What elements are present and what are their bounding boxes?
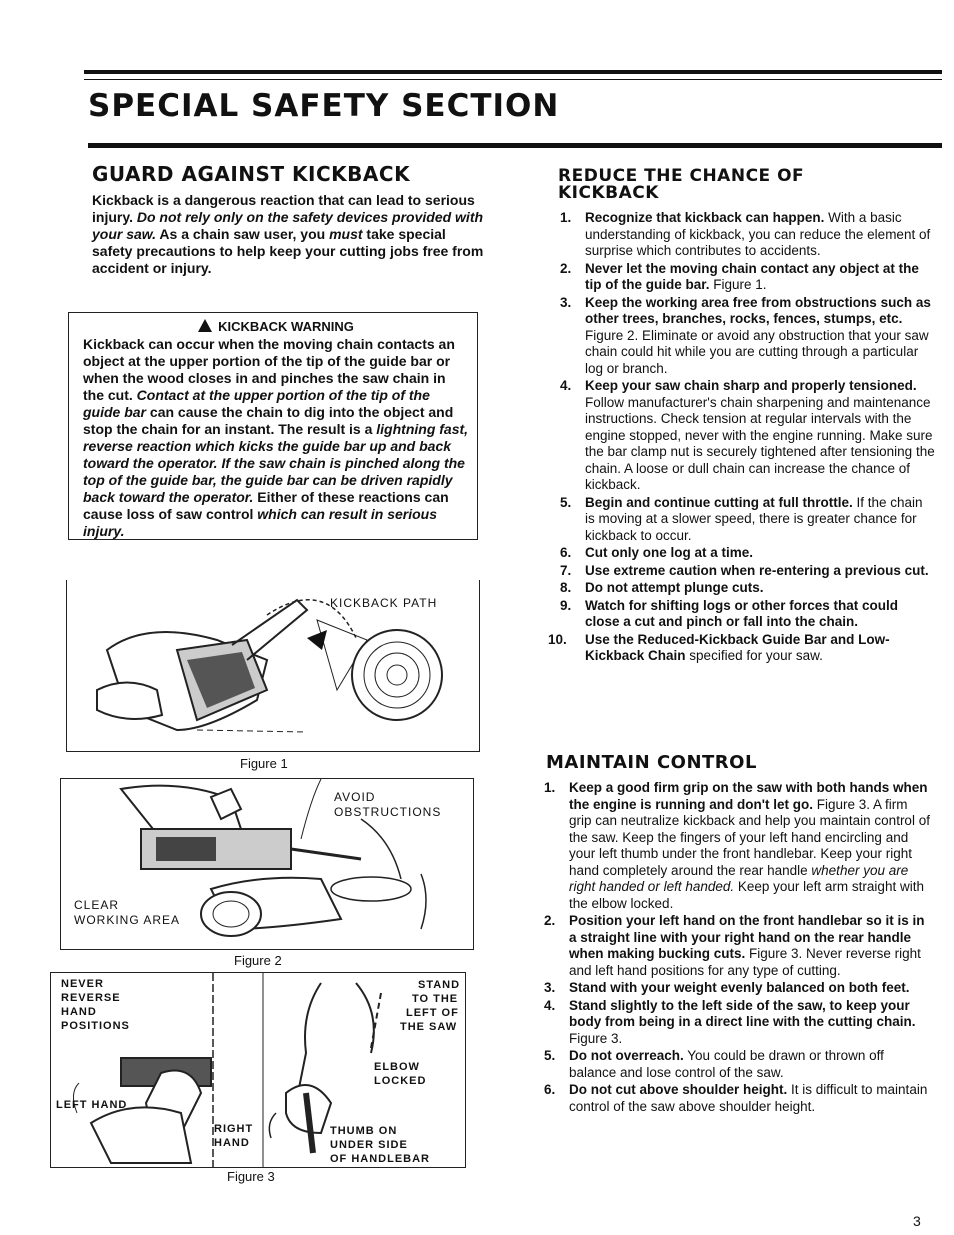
warning-heading (83, 319, 469, 334)
reduce-item: 1. Recognize that kickback can happen. With a basic understanding of kickback, you can reduce the element of surprise which contributes to accidents. (560, 210, 931, 258)
fig3-label-reverse: REVERSE (61, 992, 121, 1004)
fig2-label-obstructions: OBSTRUCTIONS (334, 805, 442, 819)
fig3-label-left-hand: LEFT HAND (56, 1099, 128, 1111)
fig3-label-right: RIGHT (214, 1123, 254, 1135)
reduce-item: 5. Begin and continue cutting at full throttle. If the chain is moving at a slower speed, there is greater chance for kickback to occur. (560, 494, 923, 543)
fig3-label-to-the: TO THE (412, 993, 459, 1005)
intro-text-c: As a chain saw user, you (156, 226, 330, 242)
intro-text-e: take special safety precautions to help keep your cutting jobs free from accident or injury. (92, 226, 484, 276)
warning-p1: Kickback can occur when the moving chain contacts an object at the upper portion of the tip of the guide bar or when the wood closes in and pinches the saw chain in the cut. (83, 336, 455, 403)
warning-p4: lightning fast, reverse reaction which kicks the guide bar up and back toward the operator. If the saw chain is pinched along the top of the guide bar, the guide bar can be driven rapidly back toward the operator. (83, 421, 469, 505)
maintain-item: 5. Do not overreach. You could be drawn or thrown off balance and lose control of the saw. (544, 1048, 884, 1080)
reduce-item: 6. Cut only one log at a time. (560, 545, 754, 560)
warning-p2: Contact at the upper portion of the tip of the guide bar (83, 387, 430, 420)
warning-heading-text: KICKBACK WARNING (218, 319, 354, 334)
warning-p3: can cause the chain to dig into the object and stop the chain for an instant. The result is a (83, 404, 454, 437)
fig3-label-never: NEVER (61, 978, 104, 990)
reduce-item: 2. Never let the moving chain contact any object at the tip of the guide bar. Figure 1. (560, 260, 919, 292)
fig3-label-left-of: LEFT OF (406, 1007, 459, 1019)
fig3-label-stand: STAND (418, 979, 461, 991)
intro-text-a: Kickback is a dangerous reaction that can lead to serious injury. (92, 192, 475, 225)
maintain-control-list (540, 780, 930, 1116)
maintain-control-title: MAINTAIN CONTROL (546, 752, 757, 773)
reduce-kickback-list (548, 210, 936, 666)
warning-p5: Either of these reactions can cause loss of saw control (83, 489, 449, 522)
reduce-kickback-title-1: REDUCE THE CHANCE OF (558, 166, 805, 186)
fig3-label-locked: LOCKED (374, 1075, 427, 1087)
reduce-kickback-title-2: KICKBACK (558, 183, 659, 203)
fig3-label-right-hand: HAND (214, 1137, 250, 1149)
fig2-label-avoid: AVOID (334, 790, 376, 804)
figure-3-caption: Figure 3 (227, 1169, 275, 1184)
kickback-warning-box (68, 312, 478, 540)
guard-kickback-title: GUARD AGAINST KICKBACK (92, 162, 411, 186)
title-underline (88, 143, 942, 148)
warning-body (83, 336, 469, 540)
reduce-item: 10. Use the Reduced-Kickback Guide Bar and Low-Kickback Chain specified for your saw. (548, 631, 890, 663)
fig3-label-of-handlebar: OF HANDLEBAR (330, 1153, 430, 1165)
top-rule-thin (84, 79, 942, 80)
maintain-item: 6. Do not cut above shoulder height. It is difficult to maintain control of the saw above shoulder height. (544, 1082, 928, 1114)
fig3-label-positions: POSITIONS (61, 1020, 130, 1032)
guard-kickback-intro (92, 192, 487, 277)
warning-triangle-icon (198, 319, 212, 332)
reduce-item: 8. Do not attempt plunge cuts. (560, 580, 764, 595)
reduce-item: 9. Watch for shifting logs or other forces that could close a cut and pinch or fall into the chain. (560, 597, 899, 629)
reduce-item: 4. Keep your saw chain sharp and properly tensioned. Follow manufacturer's chain sharpening and maintenance instructions. Check tension at regular intervals with the engine stopped, never with the engine running. Make sure the bar clamp nut is securely tightened after tensioning the chain. A loose or dull chain can increase the chance of kickback. (560, 378, 935, 492)
fig3-label-under-side: UNDER SIDE (330, 1139, 408, 1151)
figure-2-caption: Figure 2 (234, 953, 282, 968)
figure-1-caption: Figure 1 (240, 756, 288, 771)
intro-text-d: must (329, 226, 363, 242)
intro-text-b: Do not rely only on the safety devices provided with your saw. (92, 209, 484, 242)
fig1-label-kickback-path: KICKBACK PATH (330, 596, 438, 610)
maintain-item: 3. Stand with your weight evenly balanced on both feet. (544, 980, 910, 995)
fig2-label-clear: CLEAR (74, 898, 120, 912)
reduce-item: 7. Use extreme caution when re-entering a previous cut. (560, 562, 929, 578)
maintain-item: 2. Position your left hand on the front handlebar so it is in a straight line with your right hand on the rear handle when making bucking cuts. Figure 3. Never reverse right and left hand positions for any type of cutting. (544, 913, 925, 978)
fig3-label-thumb-on: THUMB ON (330, 1125, 398, 1137)
maintain-item: 1. Keep a good firm grip on the saw with both hands when the engine is running and don't let go. Figure 3. A firm grip can neutralize kickback and help you maintain control of the saw. Keep the fingers of your left hand encircling and your left thumb under the front handlebar. Keep your right hand completely around the rear handle whether you are right handed or left handed. Keep your left arm straight with the elbow locked. (544, 780, 930, 911)
top-rule-thick (84, 70, 942, 74)
page-title: SPECIAL SAFETY SECTION (88, 88, 560, 124)
fig3-label-elbow: ELBOW (374, 1061, 420, 1073)
warning-p6: which can result in serious injury. (83, 506, 437, 539)
reduce-item: 3. Keep the working area free from obstructions such as other trees, branches, rocks, fences, stumps, etc. Figure 2. Eliminate or avoid any obstruction that your saw chain could hit while you are cutting through a particular log or branch. (560, 294, 931, 376)
fig3-label-the-saw: THE SAW (400, 1021, 458, 1033)
page-number: 3 (913, 1213, 921, 1229)
fig3-label-hand: HAND (61, 1006, 97, 1018)
fig2-label-working-area: WORKING AREA (74, 913, 181, 927)
maintain-item: 4. Stand slightly to the left side of the saw, to keep your body from being in a direct line with the cutting chain. Figure 3. (544, 997, 916, 1046)
